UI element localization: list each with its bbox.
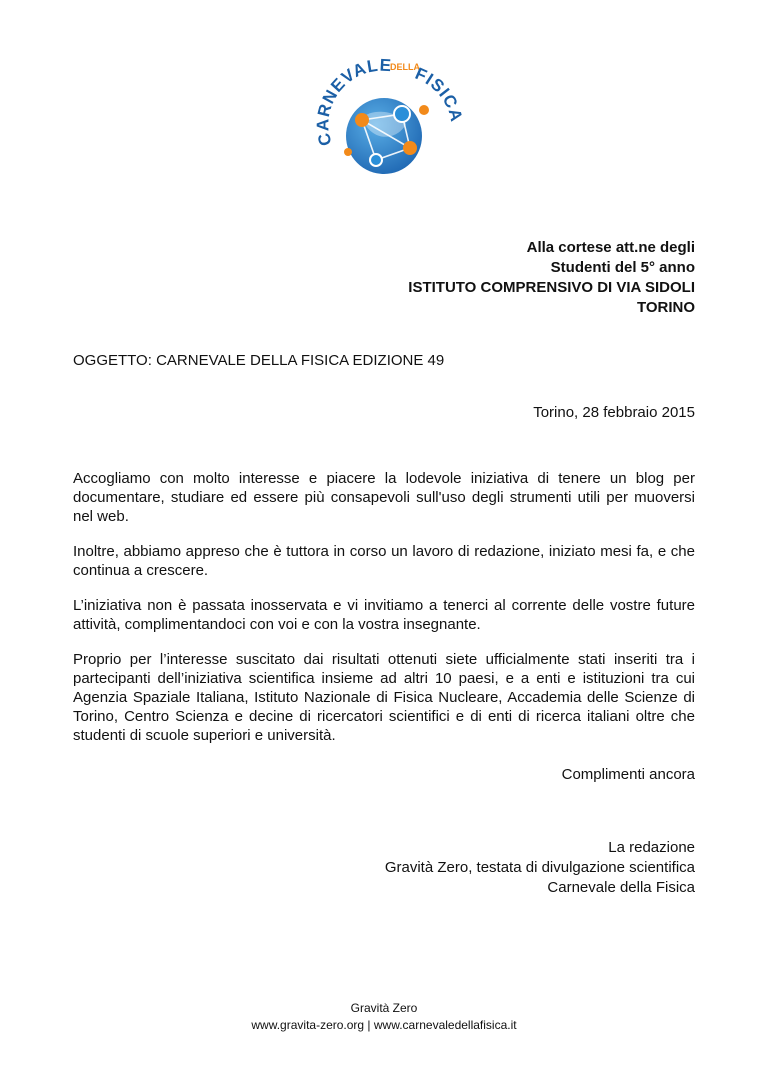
svg-text:FISICA xyxy=(412,64,466,124)
paragraph-2: Inoltre, abbiamo appreso che è tuttora in corso un lavoro di redazione, iniziato mesi fa, e che continua a crescere. xyxy=(73,543,695,579)
signature-line-3: Carnevale della Fisica xyxy=(547,879,695,896)
recipient-block xyxy=(408,238,695,318)
recipient-line-4: TORINO xyxy=(636,299,695,316)
date-line: Torino, 28 febbraio 2015 xyxy=(533,404,695,421)
recipient-line-2: Studenti del 5° anno xyxy=(550,259,695,276)
recipient-line-1: Alla cortese att.ne degli xyxy=(526,239,695,256)
footer-links: www.gravita-zero.org | www.carnevaledellafisica.it xyxy=(251,1018,517,1032)
page-footer xyxy=(0,1000,768,1034)
logo-text-fisica: FISICA xyxy=(412,63,466,125)
letter-body xyxy=(73,469,695,761)
paragraph-4: Proprio per l’interesse suscitato dai risultati ottenuti siete ufficialmente stati inseriti tra i partecipanti dell’iniziativa scientifica insieme ad altri 10 paesi, e a enti e istituzioni tra cui Agenzia Spaziale Italiana, Istituto Nazionale di Fisica Nucleare, Accademia delle Scienze di Torino, Centro Scienza e decine di ricercatori scientifici e di enti di ricerca italiani oltre che studenti di scuole superiori e università. xyxy=(73,651,695,744)
logo-text-carnevale: CARNEVALE xyxy=(313,55,393,148)
signature-block xyxy=(385,838,695,898)
signature-line-2: Gravità Zero, testata di divulgazione scientifica xyxy=(384,859,695,876)
paragraph-1: Accogliamo con molto interesse e piacere la lodevole iniziativa di tenere un blog per documentare, studiare ed essere più consapevoli sull'uso degli strumenti utili per muoversi nel web. xyxy=(73,470,695,525)
subject-line: OGGETTO: CARNEVALE DELLA FISICA EDIZIONE 49 xyxy=(73,352,445,369)
recipient-line-3: ISTITUTO COMPRENSIVO DI VIA SIDOLI xyxy=(408,279,695,296)
signature-line-1: La redazione xyxy=(608,839,695,856)
closing-line: Complimenti ancora xyxy=(561,766,695,783)
logo-text-della: DELLA xyxy=(390,62,420,72)
paragraph-3: L’iniziativa non è passata inosservata e vi invitiamo a tenerci al corrente delle vostre future attività, complimentandoci con voi e con la vostra insegnante. xyxy=(73,597,695,633)
footer-title: Gravità Zero xyxy=(350,1001,418,1015)
carnevale-della-fisica-logo xyxy=(302,48,466,194)
